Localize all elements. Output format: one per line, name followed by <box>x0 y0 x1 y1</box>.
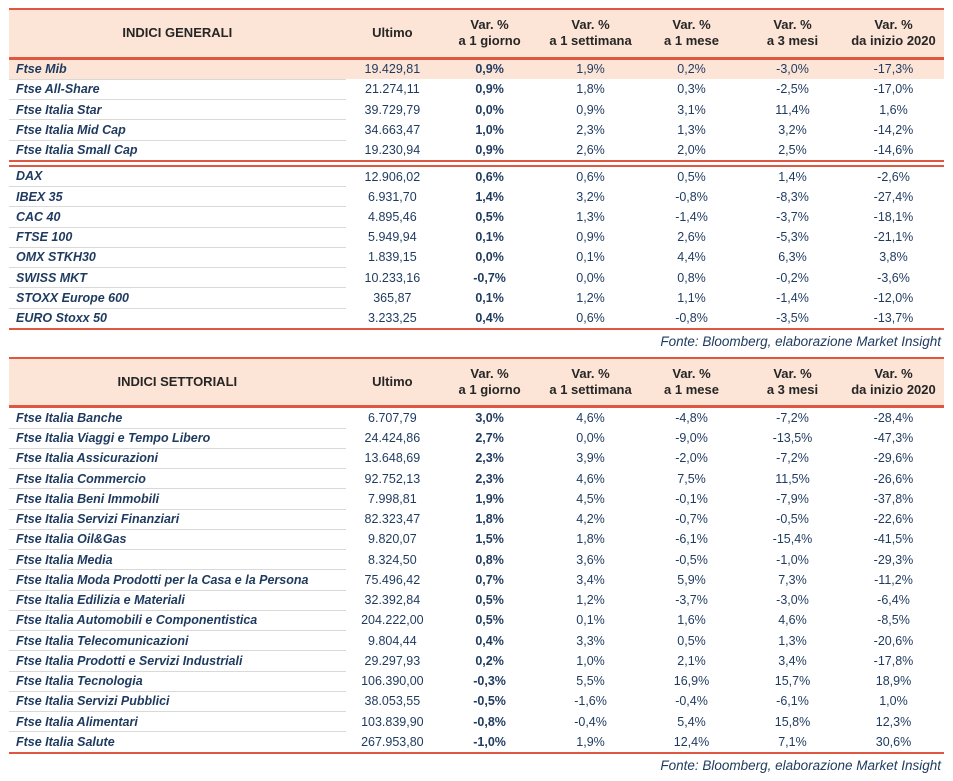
column-header-var <box>742 9 843 58</box>
index-name: Ftse Italia Media <box>9 550 346 570</box>
value-var: -3,6% <box>877 270 910 285</box>
value-var: 1,3% <box>576 209 605 224</box>
table-row <box>9 671 944 691</box>
value-var: 2,1% <box>677 653 706 668</box>
value-ultimo: 21.274,11 <box>365 82 420 97</box>
var-label-line1: Var. % <box>672 17 711 32</box>
value-var: 3,1% <box>677 102 706 117</box>
value-var: 2,3% <box>576 122 605 137</box>
column-header-var <box>742 358 843 407</box>
index-name: Ftse Italia Small Cap <box>9 140 346 161</box>
value-var: -15,4% <box>772 532 813 547</box>
value-var: 1,8% <box>576 532 605 547</box>
value-var: -1,6% <box>574 694 607 709</box>
value-var: -0,4% <box>675 694 708 709</box>
value-var: -9,0% <box>675 431 708 445</box>
value-var: 0,8% <box>677 270 706 285</box>
index-name: DAX <box>9 166 346 187</box>
value-var: 1,9% <box>475 491 504 506</box>
value-var: -37,8% <box>873 491 914 506</box>
value-var: 2,6% <box>677 230 706 244</box>
value-var: 3,2% <box>778 122 807 137</box>
value-var: 0,1% <box>475 230 504 244</box>
value-var: -3,7% <box>675 593 708 607</box>
table-row <box>9 407 944 428</box>
var-label-line1: Var. % <box>874 17 913 32</box>
value-ultimo: 92.752,13 <box>364 471 421 486</box>
value-var: 1,6% <box>879 102 908 117</box>
value-var: 0,5% <box>677 169 706 184</box>
value-var: 2,7% <box>475 431 504 445</box>
index-name: IBEX 35 <box>9 187 346 207</box>
index-name: Ftse Italia Commercio <box>9 469 346 489</box>
table-row <box>9 79 944 99</box>
table-row <box>9 288 944 308</box>
value-ultimo: 8.324,50 <box>368 552 417 567</box>
value-var: -21,1% <box>873 230 914 244</box>
table-head <box>9 358 944 407</box>
value-var: -14,2% <box>873 122 914 137</box>
var-label-line2: a 1 settimana <box>549 33 632 49</box>
value-var: -3,0% <box>742 58 843 79</box>
value-var: -0,2% <box>776 270 809 285</box>
value-var: 0,9% <box>576 230 605 244</box>
value-var: 0,1% <box>576 613 605 628</box>
value-var: 1,0% <box>576 653 605 668</box>
value-var: 0,1% <box>475 290 504 305</box>
value-var: 3,0% <box>475 411 504 425</box>
value-var: 6,3% <box>778 250 807 265</box>
value-var: -7,2% <box>776 411 809 425</box>
value-var: 0,0% <box>475 250 504 265</box>
value-var: -0,7% <box>473 270 506 285</box>
value-var: -47,3% <box>873 431 914 445</box>
value-ultimo: 82.323,47 <box>364 512 421 526</box>
column-header-var <box>439 358 540 407</box>
value-var: 15,7% <box>774 674 811 688</box>
index-name: SWISS MKT <box>9 268 346 288</box>
value-ultimo: 38.053,55 <box>364 694 421 709</box>
var-label-line2: da inizio 2020 <box>851 33 936 49</box>
value-ultimo: 10.233,16 <box>364 270 421 285</box>
index-name: Ftse Italia Telecomunicazioni <box>9 631 346 651</box>
value-var: 16,9% <box>673 674 710 688</box>
table-row <box>9 631 944 651</box>
value-var: -13,5% <box>772 431 813 445</box>
header-row <box>9 9 944 58</box>
index-name: FTSE 100 <box>9 227 346 247</box>
var-label-line1: Var. % <box>470 17 509 32</box>
value-var: 3,6% <box>576 552 605 567</box>
indici-settoriali-table <box>9 357 944 754</box>
table-row <box>9 120 944 140</box>
value-var: 1,3% <box>778 633 807 648</box>
table-row <box>9 712 944 732</box>
value-var: 5,9% <box>677 572 706 587</box>
value-var: 4,2% <box>576 512 605 526</box>
value-var: 3,8% <box>879 250 908 265</box>
table-row <box>9 247 944 267</box>
value-var: 4,6% <box>576 411 605 425</box>
source-note: Fonte: Bloomberg, elaborazione Market Insight <box>660 333 941 349</box>
value-var: 0,5% <box>475 593 504 607</box>
column-header-ultimo: Ultimo <box>346 9 439 58</box>
value-var: 1,1% <box>677 290 706 305</box>
value-ultimo: 204.222,00 <box>361 613 424 628</box>
value-var: 4,6% <box>778 613 807 628</box>
value-var: -27,4% <box>873 189 914 204</box>
value-var: 0,0% <box>576 431 605 445</box>
index-name: Ftse Italia Prodotti e Servizi Industriali <box>9 651 346 671</box>
column-header-var <box>439 9 540 58</box>
value-var: -8,3% <box>776 189 809 204</box>
value-var: -0,8% <box>675 189 708 204</box>
value-var: 0,6% <box>475 169 504 184</box>
value-var: -26,6% <box>873 471 914 486</box>
table-row <box>9 166 944 187</box>
value-var: 12,3% <box>875 714 912 729</box>
header-row <box>9 358 944 407</box>
value-var: 0,5% <box>475 613 504 628</box>
index-name: Ftse Italia Alimentari <box>9 712 346 732</box>
index-name: Ftse Mib <box>9 58 346 79</box>
var-label-line1: Var. % <box>571 365 610 381</box>
value-var: -6,1% <box>675 532 708 547</box>
index-name: Ftse Italia Servizi Finanziari <box>9 509 346 529</box>
value-var: 5,4% <box>677 714 706 729</box>
index-name: Ftse Italia Automobili e Componentistica <box>9 610 346 630</box>
value-var: 4,6% <box>576 471 605 486</box>
value-var: -2,5% <box>776 82 809 97</box>
index-name: Ftse Italia Salute <box>16 734 115 749</box>
value-var: -1,4% <box>776 290 809 305</box>
value-var: -20,6% <box>873 633 914 648</box>
value-var: -0,8% <box>473 714 506 729</box>
value-var: 7,3% <box>778 572 807 587</box>
value-ultimo: 103.839,90 <box>361 714 424 729</box>
value-ultimo: 12.906,02 <box>364 169 421 184</box>
value-var: 1,2% <box>576 593 605 607</box>
value-var: 2,5% <box>778 142 807 157</box>
var-label-line2: a 3 mesi <box>766 33 819 49</box>
value-var: -12,0% <box>873 290 914 305</box>
index-name: Ftse Italia Oil&Gas <box>9 529 346 549</box>
value-var: 30,6% <box>875 734 912 749</box>
var-label-line1: Var. % <box>773 17 812 32</box>
value-var: 7,1% <box>778 734 807 749</box>
table-row <box>9 448 944 468</box>
value-var: 15,8% <box>774 714 811 729</box>
table-row <box>9 590 944 610</box>
indici-settoriali-section <box>9 357 944 781</box>
index-name: Ftse Italia Moda Prodotti per la Casa e la Persona <box>9 570 346 590</box>
value-var: -13,7% <box>873 310 914 325</box>
index-name: Ftse Italia Viaggi e Tempo Libero <box>9 428 346 448</box>
value-var: -29,3% <box>873 552 914 567</box>
table-row <box>9 691 944 711</box>
index-name: Ftse All-Share <box>9 79 346 99</box>
value-var: -7,9% <box>776 491 809 506</box>
value-var: -18,1% <box>873 209 914 224</box>
column-header-var <box>540 9 641 58</box>
value-var: 1,4% <box>475 189 504 204</box>
value-var: -0,5% <box>473 694 506 709</box>
value-var: -0,1% <box>675 491 708 506</box>
var-label-line2: a 1 giorno <box>458 382 521 397</box>
value-var: -0,5% <box>776 512 809 526</box>
table-row <box>9 428 944 448</box>
value-var: 0,4% <box>475 633 504 648</box>
value-var: 1,3% <box>677 122 706 137</box>
value-ultimo: 7.998,81 <box>368 491 417 506</box>
indici-generali-section <box>9 8 944 357</box>
value-var: 12,4% <box>673 734 710 749</box>
var-label-line1: Var. % <box>874 365 913 381</box>
index-name: OMX STKH30 <box>9 247 346 267</box>
var-label-line1: Var. % <box>773 365 812 381</box>
value-ultimo: 5.949,94 <box>368 230 417 244</box>
var-label-line1: Var. % <box>470 365 509 381</box>
var-label-line1: Var. % <box>571 17 610 32</box>
value-var: 1,2% <box>576 290 605 305</box>
value-var: 0,6% <box>576 169 605 184</box>
value-var: -3,0% <box>776 593 809 607</box>
value-ultimo: 267.953,80 <box>361 734 424 749</box>
index-name: Ftse Italia Beni Immobili <box>9 489 346 509</box>
value-ultimo: 32.392,84 <box>364 593 421 607</box>
value-var: -2,6% <box>877 169 910 184</box>
table-row <box>9 610 944 630</box>
table-row <box>9 550 944 570</box>
value-var: 1,8% <box>576 82 605 97</box>
value-ultimo: 39.729,79 <box>364 102 421 117</box>
value-var: -17,3% <box>843 58 944 79</box>
value-var: 4,5% <box>576 491 605 506</box>
value-var: 1,0% <box>475 122 504 137</box>
var-label-line2: a 1 settimana <box>549 382 632 397</box>
var-label-line2: da inizio 2020 <box>851 382 936 397</box>
value-ultimo: 29.297,93 <box>364 653 421 668</box>
table-row <box>9 187 944 207</box>
index-name: Ftse Italia Edilizia e Materiali <box>9 590 346 610</box>
value-ultimo: 365,87 <box>373 290 412 305</box>
value-var: -14,6% <box>873 142 914 157</box>
value-var: 2,6% <box>576 142 605 157</box>
table-row <box>9 268 944 288</box>
table-body <box>9 407 944 753</box>
value-var: 0,6% <box>576 310 605 325</box>
value-var: -17,0% <box>873 82 914 97</box>
value-var: 0,3% <box>677 82 706 97</box>
value-ultimo: 19.230,94 <box>364 142 421 157</box>
column-header-ultimo: Ultimo <box>346 358 439 407</box>
value-var: 4,4% <box>677 250 706 265</box>
value-var: -29,6% <box>873 451 914 466</box>
source-note: Fonte: Bloomberg, elaborazione Market Insight <box>660 757 941 773</box>
var-label-line2: a 3 mesi <box>766 382 819 397</box>
table-row <box>9 509 944 529</box>
table-row <box>9 308 944 329</box>
table-head <box>9 9 944 58</box>
value-ultimo: 19.429,81 <box>346 58 439 79</box>
value-ultimo: 3.233,25 <box>368 310 417 325</box>
table-row <box>9 732 944 753</box>
value-ultimo: 1.839,15 <box>368 250 417 265</box>
value-var: 1,0% <box>879 694 908 709</box>
indici-generali-table <box>9 8 944 330</box>
column-header-var <box>843 9 944 58</box>
value-var: -5,3% <box>776 230 809 244</box>
var-label-line2: a 1 giorno <box>458 33 521 49</box>
value-var: -3,7% <box>776 209 809 224</box>
value-var: 1,9% <box>576 734 605 749</box>
value-var: 18,9% <box>875 674 912 688</box>
column-header-var <box>641 358 742 407</box>
value-var: 0,0% <box>576 270 605 285</box>
table-row <box>9 140 944 161</box>
value-var: 1,5% <box>475 532 504 547</box>
index-name: Ftse Italia Star <box>9 100 346 120</box>
index-name: STOXX Europe 600 <box>9 288 346 308</box>
value-var: -6,1% <box>776 694 809 709</box>
value-var: 11,4% <box>775 102 810 117</box>
table-row <box>9 489 944 509</box>
value-ultimo: 75.496,42 <box>364 572 421 587</box>
value-var: 0,2% <box>641 58 742 79</box>
value-var: 0,4% <box>475 310 504 325</box>
table-body <box>9 58 944 329</box>
value-var: 0,9% <box>475 82 504 97</box>
table-row <box>9 100 944 120</box>
value-var: -0,4% <box>574 714 607 729</box>
table-row <box>9 227 944 247</box>
value-var: 7,5% <box>677 471 706 486</box>
index-name: Ftse Italia Banche <box>9 407 346 428</box>
index-name: CAC 40 <box>9 207 346 227</box>
value-var: 0,5% <box>677 633 706 648</box>
value-var: 1,8% <box>475 512 504 526</box>
value-ultimo: 9.820,07 <box>368 532 417 547</box>
value-var: -11,2% <box>874 572 913 587</box>
value-var: 0,8% <box>475 552 504 567</box>
value-var: 3,3% <box>576 633 605 648</box>
value-var: -4,8% <box>675 411 708 425</box>
index-name: Ftse Italia Servizi Pubblici <box>9 691 346 711</box>
value-var: -2,0% <box>675 451 708 466</box>
index-name: Ftse Italia Mid Cap <box>9 120 346 140</box>
value-ultimo: 106.390,00 <box>361 674 424 688</box>
index-name: Ftse Italia Assicurazioni <box>9 448 346 468</box>
value-var: 1,4% <box>778 169 807 184</box>
value-var: 3,9% <box>576 451 605 466</box>
table-title: INDICI GENERALI <box>9 9 346 58</box>
value-var: 2,0% <box>677 142 706 157</box>
table-title: INDICI SETTORIALI <box>9 358 346 407</box>
index-name: Ftse Italia Tecnologia <box>9 671 346 691</box>
value-var: -7,2% <box>776 451 809 466</box>
value-var: -28,4% <box>873 411 914 425</box>
value-var: -0,8% <box>675 310 708 325</box>
table-row <box>9 529 944 549</box>
table-row <box>9 207 944 227</box>
table-row <box>9 469 944 489</box>
var-label-line2: a 1 mese <box>664 33 719 49</box>
column-header-var <box>843 358 944 407</box>
value-var: -17,8% <box>873 653 914 668</box>
value-var: -0,7% <box>675 512 708 526</box>
value-ultimo: 24.424,86 <box>364 431 421 445</box>
value-var: -0,5% <box>675 552 708 567</box>
var-label-line1: Var. % <box>672 365 711 381</box>
column-header-var <box>641 9 742 58</box>
table-row <box>9 58 944 79</box>
table-row <box>9 570 944 590</box>
value-var: 0,5% <box>475 209 504 224</box>
value-var: 0,9% <box>439 58 540 79</box>
value-var: -1,4% <box>675 209 708 224</box>
value-ultimo: 34.663,47 <box>364 122 421 137</box>
column-header-var <box>540 358 641 407</box>
value-var: 3,4% <box>778 653 807 668</box>
index-name: EURO Stoxx 50 <box>16 311 108 325</box>
value-var: -41,5% <box>873 532 914 547</box>
value-var: -8,5% <box>877 613 910 628</box>
value-var: 3,4% <box>576 572 605 587</box>
value-ultimo: 9.804,44 <box>368 633 417 648</box>
value-var: 0,0% <box>475 102 504 117</box>
value-var: -3,5% <box>776 310 809 325</box>
value-var: 1,6% <box>677 613 706 628</box>
value-var: 2,3% <box>475 451 504 466</box>
value-var: 2,3% <box>475 471 504 486</box>
value-var: 0,2% <box>475 653 504 668</box>
value-var: 5,5% <box>576 674 605 688</box>
value-var: 0,7% <box>475 572 504 587</box>
value-ultimo: 13.648,69 <box>364 451 421 466</box>
value-var: 0,1% <box>576 250 605 265</box>
table-row <box>9 651 944 671</box>
value-var: 0,9% <box>475 142 504 157</box>
value-var: -22,6% <box>873 512 914 526</box>
value-ultimo: 6.707,79 <box>368 411 417 425</box>
value-var: 0,9% <box>576 102 605 117</box>
value-var: -1,0% <box>473 734 506 749</box>
value-var: 1,9% <box>540 58 641 79</box>
value-var: -6,4% <box>877 593 910 607</box>
value-var: -1,0% <box>776 552 809 567</box>
value-var: 11,5% <box>775 471 810 486</box>
value-ultimo: 4.895,46 <box>368 209 417 224</box>
value-ultimo: 6.931,70 <box>368 189 417 204</box>
value-var: 3,2% <box>576 189 605 204</box>
var-label-line2: a 1 mese <box>664 382 719 397</box>
value-var: -0,3% <box>473 674 506 688</box>
